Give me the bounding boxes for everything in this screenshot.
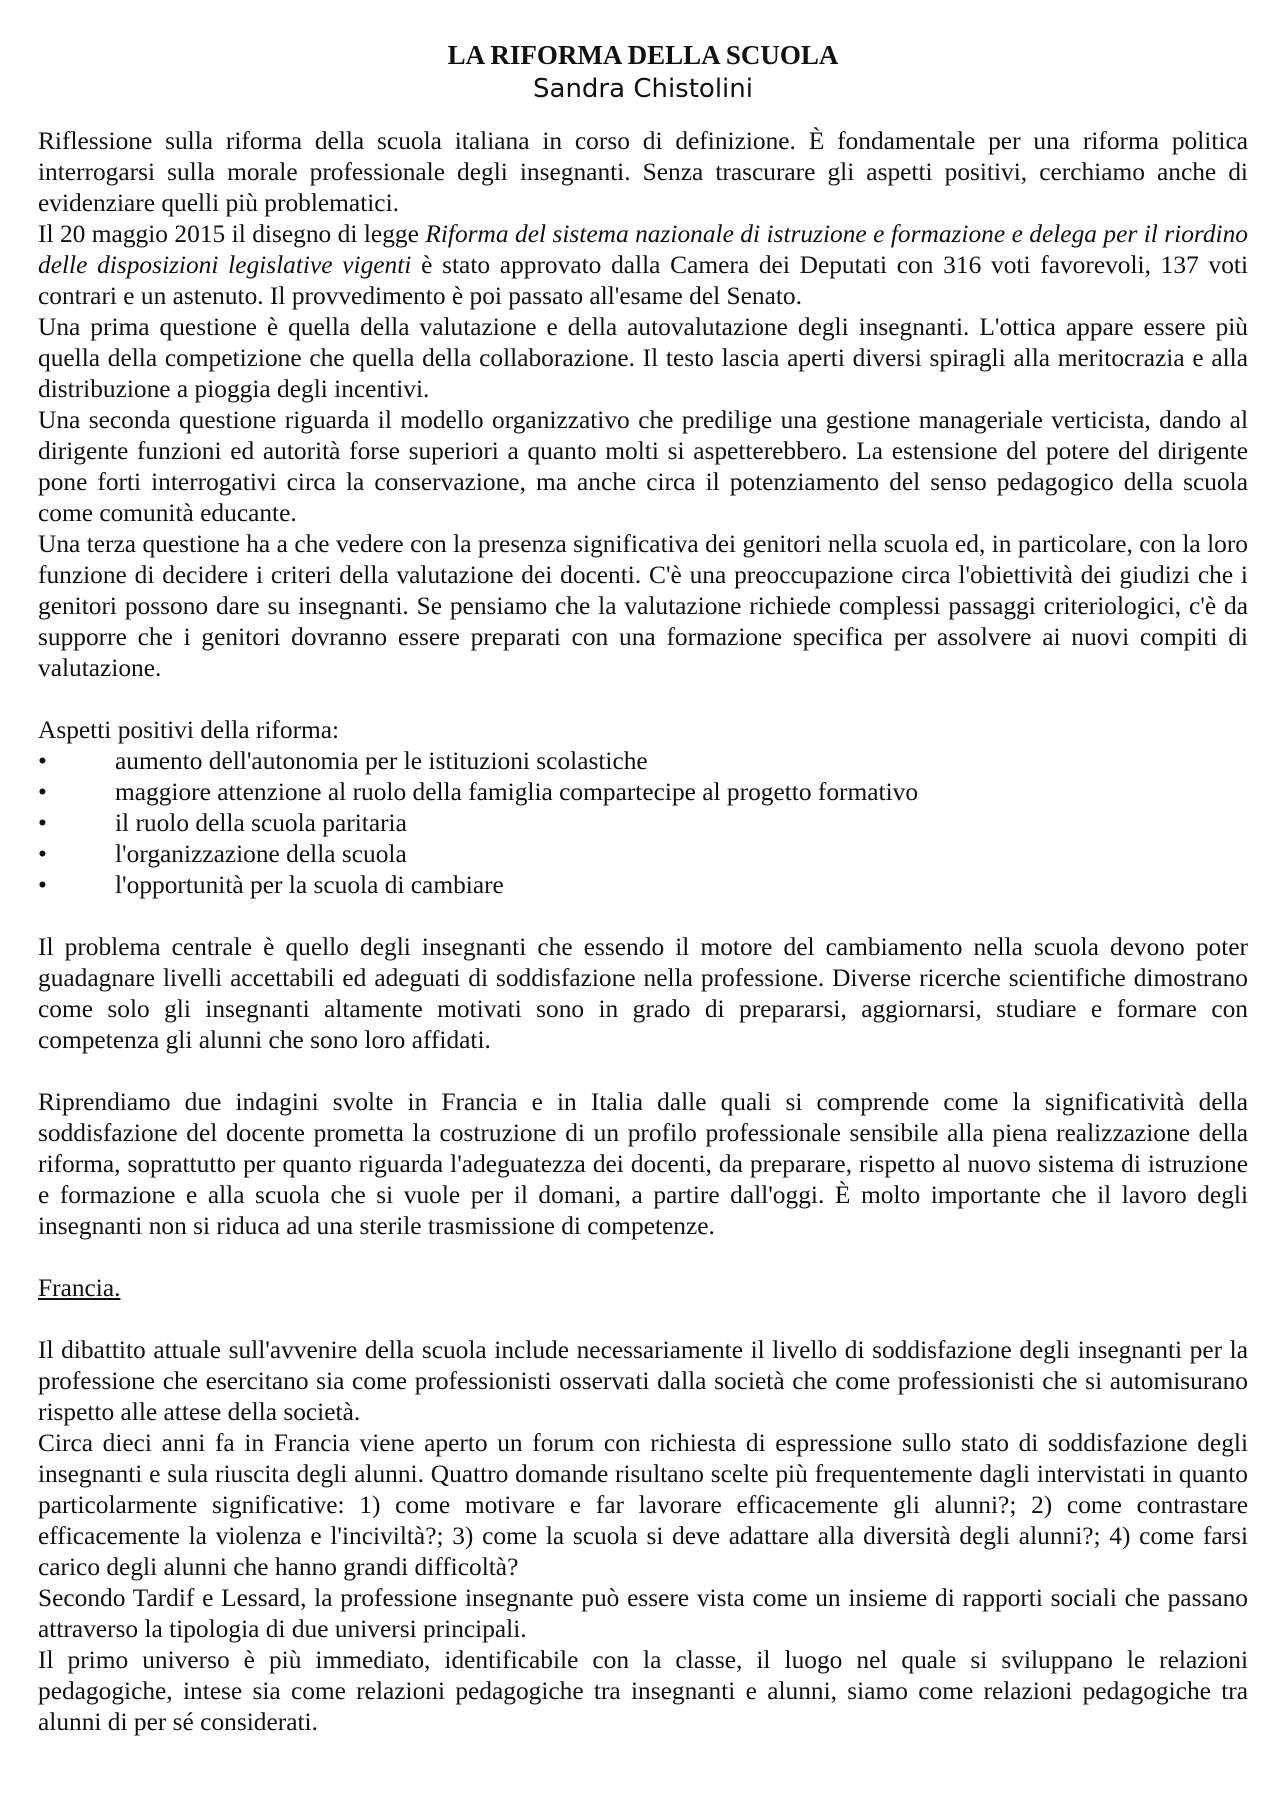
list-item	[38, 808, 1248, 839]
law-title-italic: Riforma del sistema nazionale di istruzione e formazione e delega per il riordino delle disposizioni legislative vigenti	[38, 220, 1248, 279]
france-paragraph-4: Il primo universo è più immediato, identificabile con la classe, il luogo nel quale si sviluppano le relazioni pedagogiche, intese sia come relazioni pedagogiche tra insegnanti e alunni, siamo come relazioni pedagogiche tra alunni di per sé considerati.	[38, 1646, 1248, 1736]
document-page	[38, 38, 1248, 1738]
spacer	[38, 684, 1248, 715]
list-item-text: maggiore attenzione al ruolo della famiglia compartecipe al progetto formativo	[115, 778, 919, 806]
france-paragraph-2: Circa dieci anni fa in Francia viene aperto un forum con richiesta di espressione sullo stato di soddisfazione degli insegnanti e sula riuscita degli alunni. Quattro domande risultano scelte più frequentemente dagli intervistati in quanto particolarmente significative: 1) come motivare e far lavorare efficacemente gli alunni?; 2) come contrastare efficacemente la violenza e l'inciviltà?; 3) come la scuola si deve adattare alla diversità degli alunni?; 4) come farsi carico degli alunni che hanno grandi difficoltà?	[38, 1429, 1248, 1581]
list-item	[38, 870, 1248, 901]
list-item-text: l'opportunità per la scuola di cambiare	[115, 871, 504, 899]
intro-paragraph-2	[38, 219, 1248, 312]
spacer	[38, 1304, 1248, 1335]
page-title: LA RIFORMA DELLA SCUOLA	[447, 40, 839, 70]
bullet-icon: •	[38, 778, 47, 806]
intro-paragraph-4: Una seconda questione riguarda il modello organizzativo che predilige una gestione manageriale verticista, dando al dirigente funzioni ed autorità forse superiori a quanto molti si aspetterebbero. La estensione del potere del dirigente pone forti interrogativi circa la conservazione, ma anche circa il potenziamento del senso pedagogico della scuola come comunità educante.	[38, 406, 1248, 527]
france-paragraph-1: Il dibattito attuale sull'avvenire della scuola include necessariamente il livello di soddisfazione degli insegnanti per la professione che esercitano sia come professionisti osservati dalla società che come professionisti che si automisurano rispetto alle attese della società.	[38, 1336, 1248, 1426]
bullet-icon: •	[38, 747, 47, 775]
list-item-text: il ruolo della scuola paritaria	[115, 809, 407, 837]
bullet-icon: •	[38, 871, 47, 899]
list-item-text: aumento dell'autonomia per le istituzioni scolastiche	[115, 747, 648, 775]
positives-heading: Aspetti positivi della riforma:	[38, 716, 340, 744]
spacer	[38, 1242, 1248, 1273]
bullet-icon: •	[38, 809, 47, 837]
list-item-text: l'organizzazione della scuola	[115, 840, 407, 868]
france-paragraph-3: Secondo Tardif e Lessard, la professione insegnante può essere vista come un insieme di rapporti sociali che passano attraverso la tipologia di due universi principali.	[38, 1584, 1248, 1643]
law-approval-text: è stato approvato dalla Camera dei Deputati con 316 voti favorevoli, 137 voti contrari e un astenuto. Il provvedimento è poi passato all'esame del Senato.	[38, 251, 1249, 310]
spacer	[38, 901, 1248, 932]
author-name: Sandra Chistolini	[533, 74, 753, 104]
list-item	[38, 777, 1248, 808]
intro-paragraph-3: Una prima questione è quella della valutazione e della autovalutazione degli insegnanti. L'ottica appare essere più quella della competizione che quella della collaborazione. Il testo lascia aperti diversi spiragli alla meritocrazia e alla distribuzione a pioggia degli incentivi.	[38, 313, 1248, 403]
central-paragraph-2: Riprendiamo due indagini svolte in Francia e in Italia dalle quali si comprende come la significatività della soddisfazione del docente prometta la costruzione di un profilo professionale sensibile alla piena realizzazione della riforma, soprattutto per quanto riguarda l'adeguatezza dei docenti, da preparare, rispetto al nuovo sistema di istruzione e formazione e alla scuola che si vuole per il domani, a partire dall'oggi. È molto importante che il lavoro degli insegnanti non si riduca ad una sterile trasmissione di competenze.	[38, 1088, 1248, 1240]
positives-list	[38, 746, 1248, 901]
intro-paragraph-1: Riflessione sulla riforma della scuola italiana in corso di definizione. È fondamentale per una riforma politica interrogarsi sulla morale professionale degli insegnanti. Senza trascurare gli aspetti positivi, cerchiamo anche di evidenziare quelli più problematici.	[38, 127, 1248, 217]
central-paragraph-1: Il problema centrale è quello degli insegnanti che essendo il motore del cambiamento nella scuola devono poter guadagnare livelli accettabili ed adeguati di soddisfazione nella professione. Diverse ricerche scientifiche dimostrano come solo gli insegnanti altamente motivati sono in grado di prepararsi, aggiornarsi, studiare e formare con competenza gli alunni che sono loro affidati.	[38, 933, 1248, 1054]
list-item	[38, 839, 1248, 870]
intro-paragraph-5: Una terza questione ha a che vedere con la presenza significativa dei genitori nella scuola ed, in particolare, con la loro funzione di decidere i criteri della valutazione dei docenti. C'è una preoccupazione circa l'obiettività dei giudizi che i genitori possono dare su insegnanti. Se pensiamo che la valutazione richiede complessi passaggi criteriologici, c'è da supporre che i genitori dovranno essere preparati con una formazione specifica per assolvere ai nuovi compiti di valutazione.	[38, 530, 1248, 682]
bullet-icon: •	[38, 840, 47, 868]
spacer	[38, 1056, 1248, 1087]
list-item	[38, 746, 1248, 777]
section-heading-francia: Francia.	[38, 1274, 121, 1302]
law-date-text: Il 20 maggio 2015 il disegno di legge	[38, 220, 426, 248]
